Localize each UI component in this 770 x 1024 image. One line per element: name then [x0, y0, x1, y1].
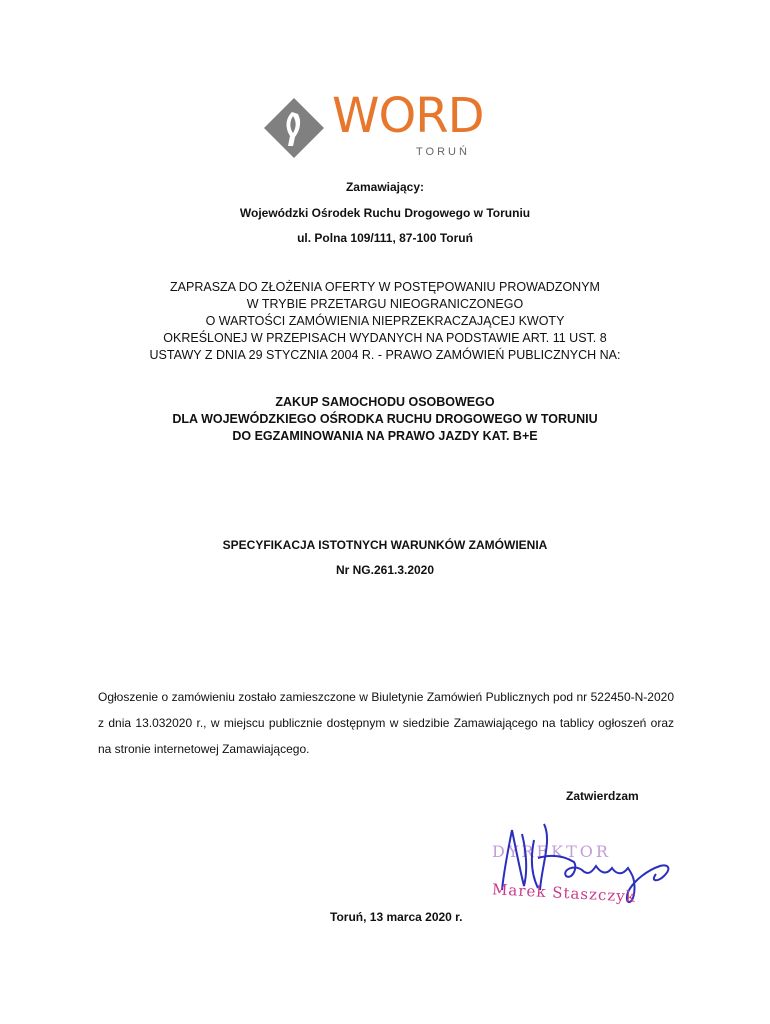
spec-number: Nr NG.261.3.2020: [335, 563, 435, 577]
approval-label: Zatwierdzam: [566, 789, 639, 803]
subject-line: DLA WOJEWÓDZKIEGO OŚRODKA RUCHU DROGOWEGO W TORUNIU: [172, 412, 598, 426]
invitation-line: W TRYBIE PRZETARGU NIEOGRANICZONEGO: [246, 297, 524, 311]
document-date: Toruń, 13 marca 2020 r.: [330, 910, 463, 924]
logo-word-text: WORD: [332, 88, 484, 144]
contracting-authority-address: ul. Polna 109/111, 87-100 Toruń: [297, 231, 473, 245]
invitation-line: USTAWY Z DNIA 29 STYCZNIA 2004 R. - PRAWO ZAMÓWIEŃ PUBLICZNYCH NA:: [149, 348, 621, 362]
subject-line: ZAKUP SAMOCHODU OSOBOWEGO: [275, 395, 495, 409]
word-torun-logo: [262, 88, 492, 166]
invitation-line: O WARTOŚCI ZAMÓWIENIA NIEPRZEKRACZAJĄCEJ KWOTY: [205, 314, 565, 328]
stamp-title: DYREKTOR: [492, 842, 611, 861]
logo-city-text: TORUŃ: [416, 146, 470, 158]
contracting-authority-label: Zamawiający:: [345, 180, 425, 194]
stamp-name: Marek Staszczyk: [491, 880, 637, 906]
subject-line: DO EGZAMINOWANIA NA PRAWO JAZDY KAT. B+E: [232, 429, 538, 443]
notice-paragraph: Ogłoszenie o zamówieniu zostało zamieszczone w Biuletynie Zamówień Publicznych pod nr 522450-N-2020 z dnia 13.032020 r., w miejscu publicznie dostępnym w siedzibie Zamawiającego na tablicy ogłoszeń oraz na stronie internetowej Zamawiającego.: [98, 690, 674, 756]
logo-diamond-icon: [262, 96, 326, 160]
invitation-line: ZAPRASZA DO ZŁOŻENIA OFERTY W POSTĘPOWANIU PROWADZONYM: [170, 280, 600, 294]
handwritten-signature: [482, 810, 692, 920]
spec-title: SPECYFIKACJA ISTOTNYCH WARUNKÓW ZAMÓWIENIA: [222, 538, 548, 552]
contracting-authority-name: Wojewódzki Ośrodek Ruchu Drogowego w Toruniu: [239, 206, 531, 220]
invitation-line: OKREŚLONEJ W PRZEPISACH WYDANYCH NA PODSTAWIE ART. 11 UST. 8: [163, 331, 607, 345]
